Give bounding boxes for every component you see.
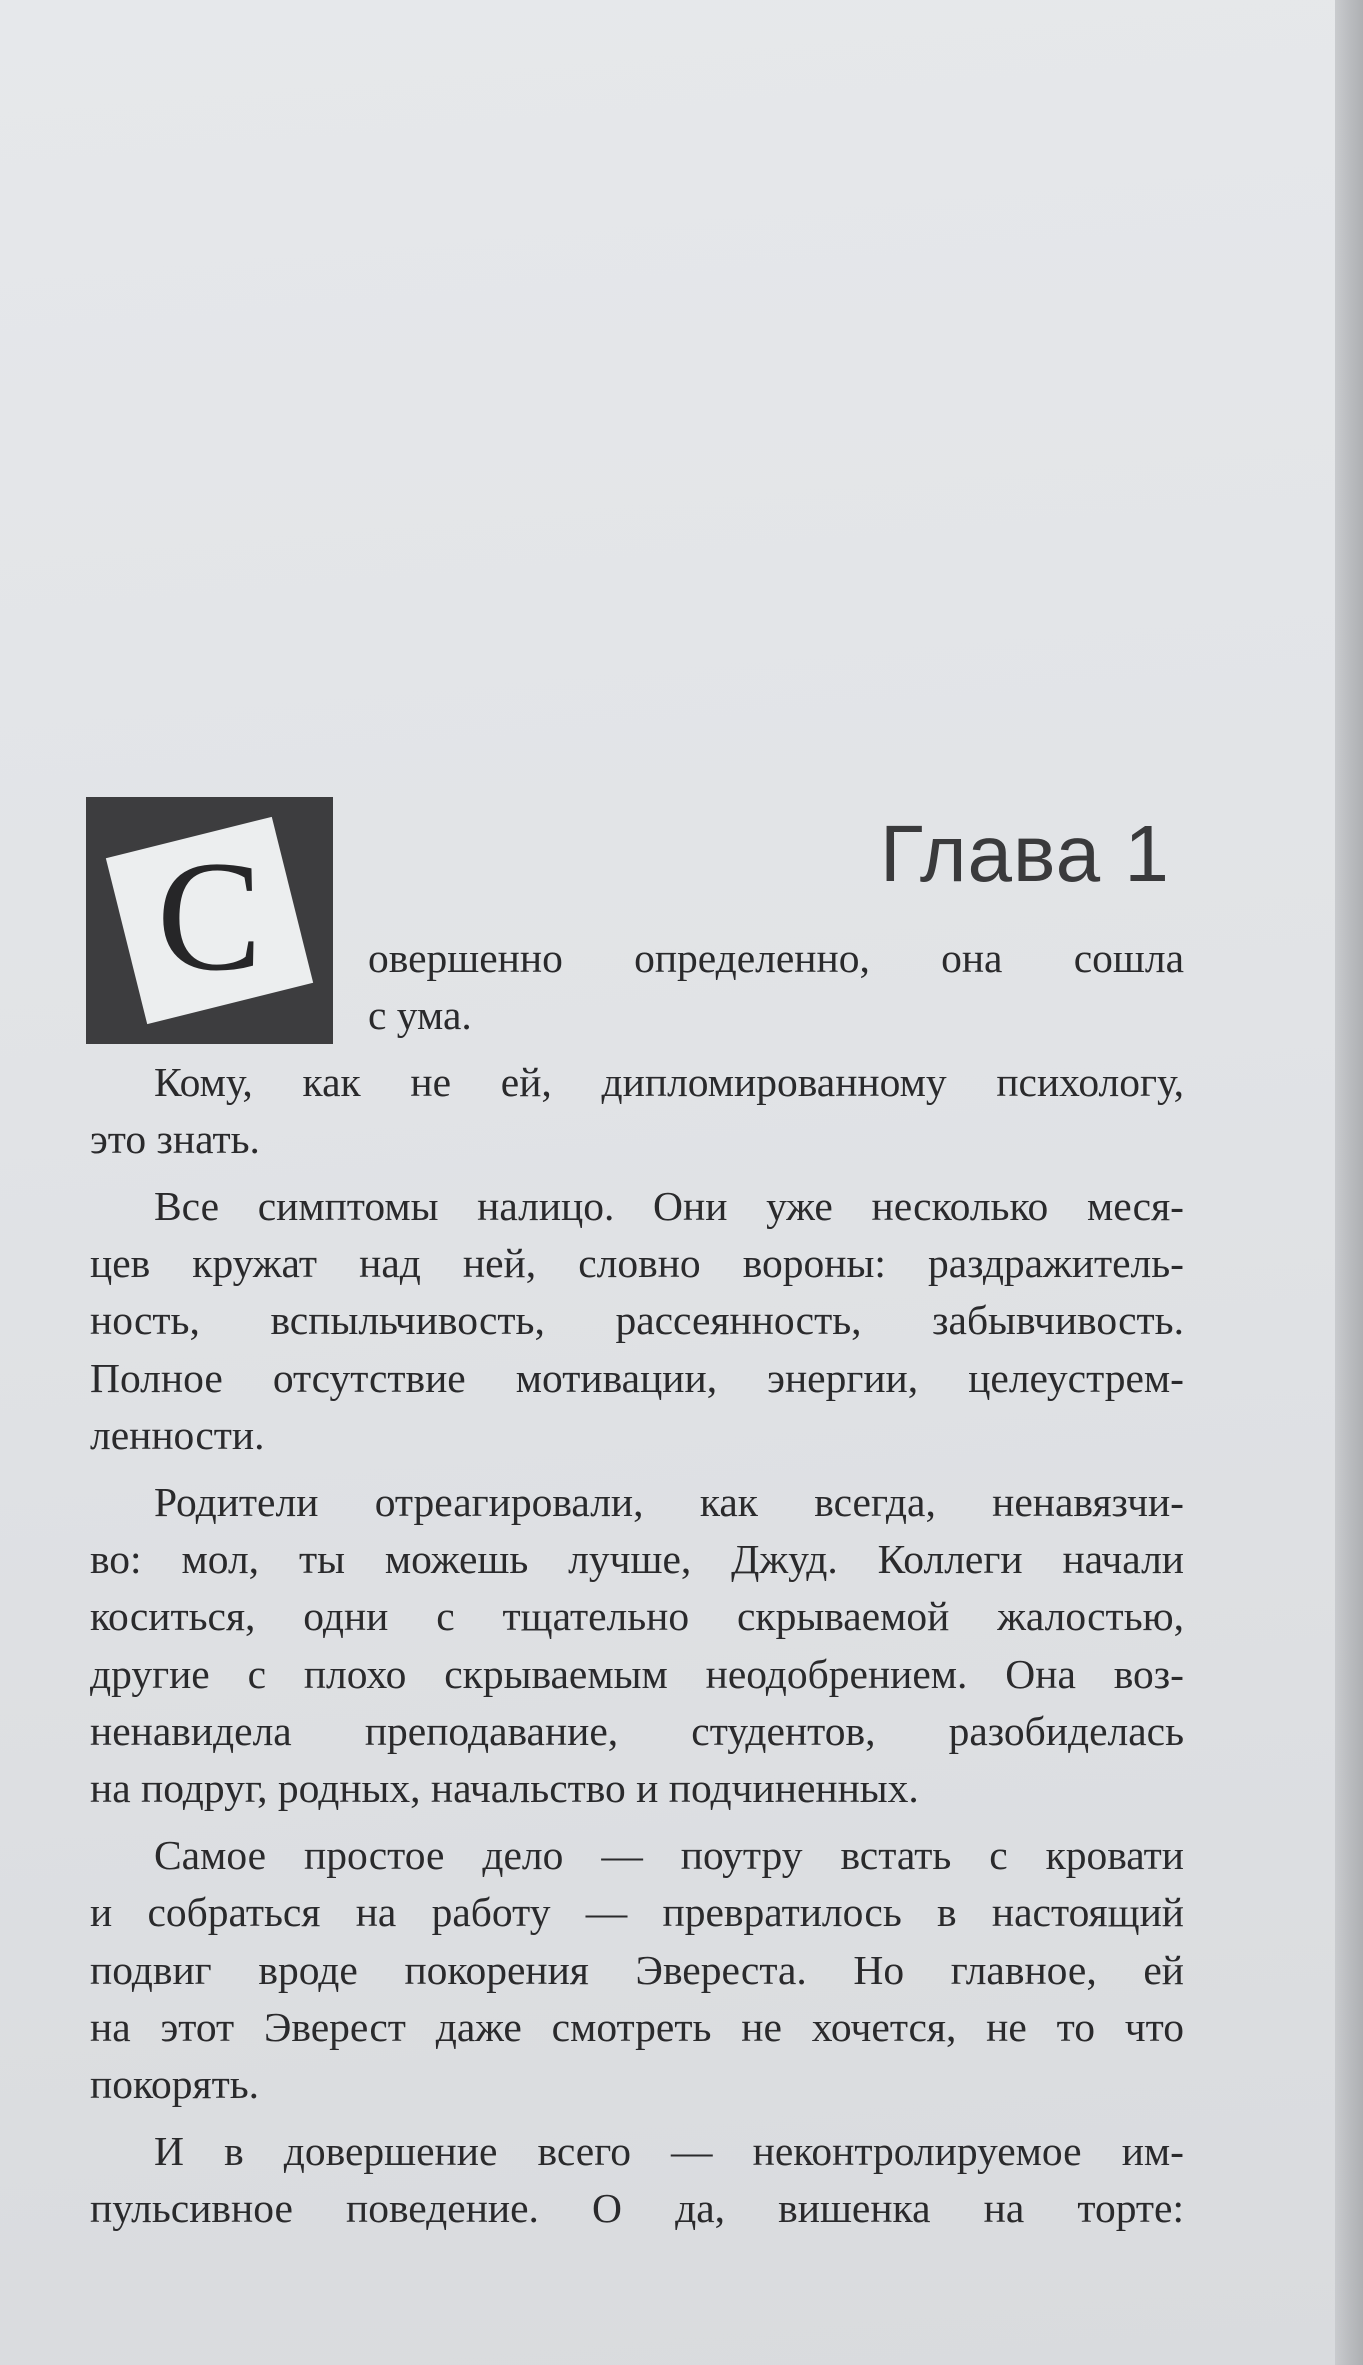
text-line: коситься, одни с тщательно скрываемой жалостью, xyxy=(90,1593,1184,1640)
text-line: это знать. xyxy=(90,1116,260,1163)
text-line: Самое простое дело — поутру встать с кровати xyxy=(154,1831,1184,1878)
dropcap-letter: С xyxy=(156,828,263,1004)
text-line: другие с плохо скрываемым неодобрением. Она воз- xyxy=(90,1650,1184,1697)
text-line: Полное отсутствие мотивации, энергии, целеустрем- xyxy=(90,1354,1184,1401)
text-line: с ума. xyxy=(368,992,472,1039)
text-line: покорять. xyxy=(90,2061,260,2108)
text-line: ленности. xyxy=(90,1412,265,1459)
text-line: на этот Эверест даже смотреть не хочется, не то что xyxy=(90,2004,1184,2051)
text-line: ненавидела преподавание, студентов, разобиделась xyxy=(90,1708,1184,1755)
chapter-title: Глава 1 xyxy=(880,809,1170,898)
text-line: ность, вспыльчивость, рассеянность, забывчивость. xyxy=(90,1297,1184,1344)
text-line: Кому, как не ей, дипломированному психологу, xyxy=(154,1058,1184,1105)
text-line: Родители отреагировали, как всегда, ненавязчи- xyxy=(154,1478,1184,1525)
text-line: пульсивное поведение. О да, вишенка на торте: xyxy=(90,2185,1184,2232)
text-line: цев кружат над ней, словно вороны: раздражитель- xyxy=(90,1239,1184,1286)
text-line: на подруг, родных, начальство и подчиненных. xyxy=(90,1765,919,1812)
text-line: подвиг вроде покорения Эвереста. Но главное, ей xyxy=(90,1946,1184,1993)
text-line: во: мол, ты можешь лучше, Джуд. Коллеги начали xyxy=(90,1535,1184,1582)
chapter-text xyxy=(90,930,1184,2238)
page-edge-shadow xyxy=(1335,0,1363,2365)
text-line: И в довершение всего — неконтролируемое им- xyxy=(154,2127,1184,2174)
text-line: овершенно определенно, она сошла xyxy=(368,935,1184,981)
text-line: Все симптомы налицо. Они уже несколько меся- xyxy=(154,1182,1184,1229)
text-line: и собраться на работу — превратилось в настоящий xyxy=(90,1889,1184,1936)
